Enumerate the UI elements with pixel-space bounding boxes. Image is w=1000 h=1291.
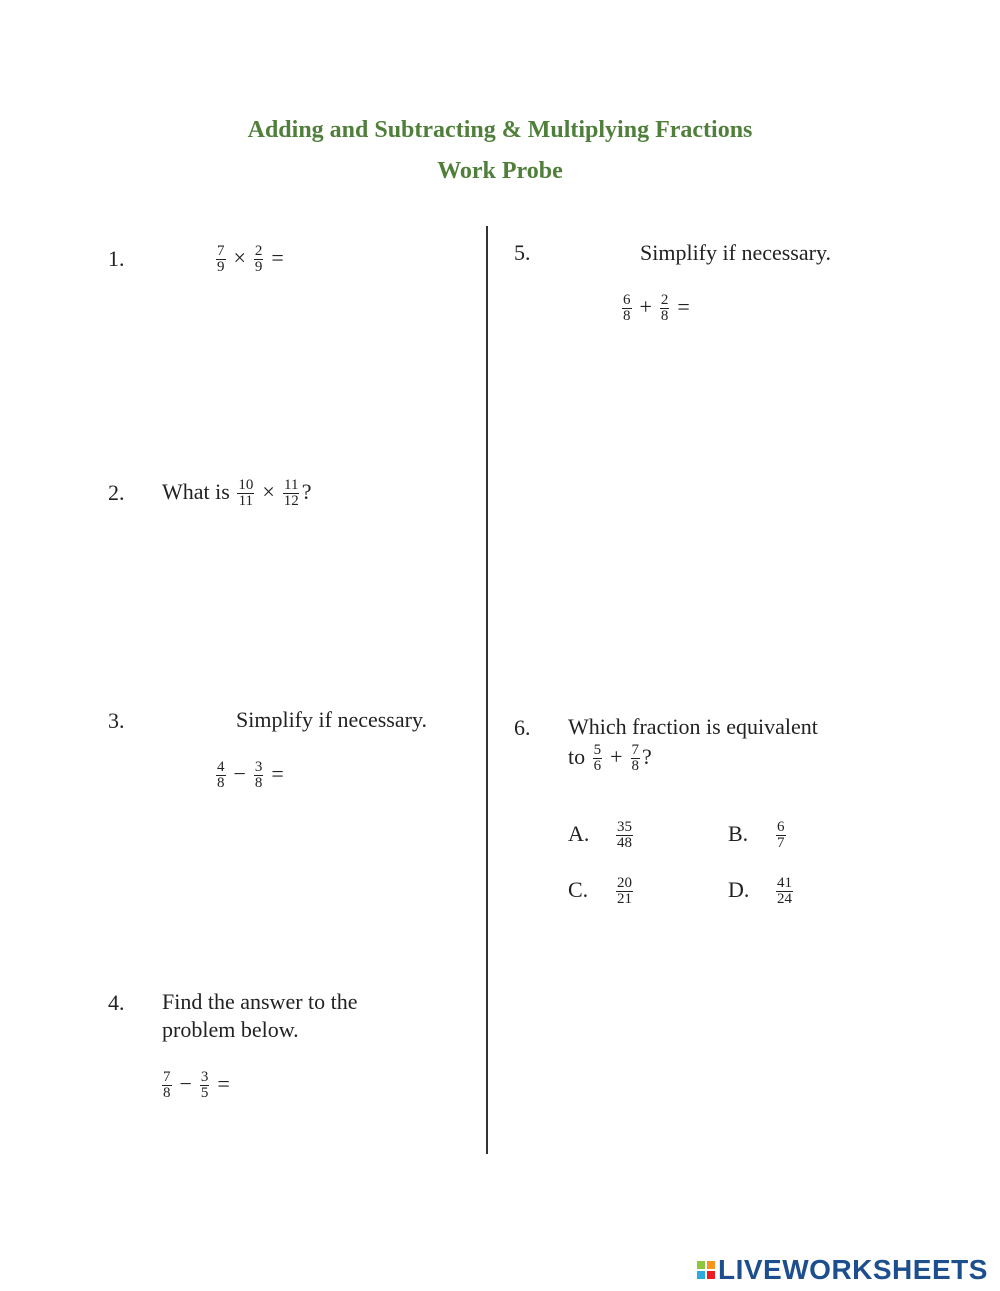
fraction: $\frac{7}{9}$ bbox=[217, 243, 225, 276]
fraction: $\frac{35}{48}$ bbox=[617, 819, 632, 851]
question-2-expression: What is $\frac{10}{11}$ × $\frac{11}{12}$ ? bbox=[162, 477, 312, 510]
fraction: $\frac{2}{8}$ bbox=[660, 292, 669, 325]
question-6-number: 6. bbox=[514, 715, 531, 740]
answer-option-b[interactable]: B. $\frac{6}{7}$ bbox=[728, 819, 785, 851]
question-4-expression: $\frac{7}{8}$ − $\frac{3}{5}$ = bbox=[163, 1069, 230, 1102]
question-5-expression: $\frac{6}{8}$ + $\frac{2}{8}$ = bbox=[623, 292, 690, 325]
page-subtitle: Work Probe bbox=[437, 158, 563, 184]
liveworksheets-logo[interactable] bbox=[697, 1256, 988, 1284]
logo-blocks-icon bbox=[697, 1261, 715, 1279]
question-6-line2: to $\frac{5}{6}$ + $\frac{7}{8}$ ? bbox=[568, 742, 652, 775]
fraction: $\frac{7}{8}$ bbox=[163, 1069, 171, 1102]
question-6-line1: Which fraction is equivalent bbox=[568, 714, 818, 739]
fraction: $\frac{5}{6}$ bbox=[593, 742, 602, 775]
fraction: $\frac{20}{21}$ bbox=[617, 875, 632, 907]
fraction: $\frac{10}{11}$ bbox=[238, 477, 254, 510]
fraction: $\frac{11}{12}$ bbox=[283, 477, 299, 510]
answer-option-d[interactable]: D. $\frac{41}{24}$ bbox=[728, 875, 792, 907]
fraction: $\frac{2}{9}$ bbox=[254, 243, 263, 276]
question-1-number: 1. bbox=[108, 246, 125, 271]
fraction: $\frac{7}{8}$ bbox=[631, 742, 640, 775]
page-title: Adding and Subtracting & Multiplying Fractions bbox=[247, 117, 753, 143]
fraction: $\frac{3}{5}$ bbox=[200, 1069, 209, 1102]
question-2-number: 2. bbox=[108, 480, 125, 505]
answer-option-a[interactable]: A. $\frac{35}{48}$ bbox=[568, 819, 632, 851]
question-3-number: 3. bbox=[108, 708, 125, 733]
fraction: $\frac{6}{7}$ bbox=[777, 819, 785, 851]
question-4-number: 4. bbox=[108, 990, 125, 1015]
logo-text: LIVEWORKSHEETS bbox=[718, 1254, 988, 1285]
question-3-expression: $\frac{4}{8}$ − $\frac{3}{8}$ = bbox=[217, 759, 284, 792]
question-4-line1: Find the answer to the bbox=[162, 989, 358, 1014]
question-5-instruction: Simplify if necessary. bbox=[640, 240, 832, 265]
question-4-line2: problem below. bbox=[162, 1017, 299, 1042]
question-1-expression: $\frac{7}{9}$ × $\frac{2}{9}$ = bbox=[217, 243, 284, 276]
fraction: $\frac{6}{8}$ bbox=[623, 292, 631, 325]
question-5-number: 5. bbox=[514, 240, 531, 265]
fraction: $\frac{41}{24}$ bbox=[777, 875, 792, 907]
column-divider bbox=[486, 226, 488, 1154]
fraction: $\frac{3}{8}$ bbox=[254, 759, 263, 792]
question-3-instruction: Simplify if necessary. bbox=[236, 707, 428, 732]
fraction: $\frac{4}{8}$ bbox=[217, 759, 225, 792]
answer-option-c[interactable]: C. $\frac{20}{21}$ bbox=[568, 875, 632, 907]
